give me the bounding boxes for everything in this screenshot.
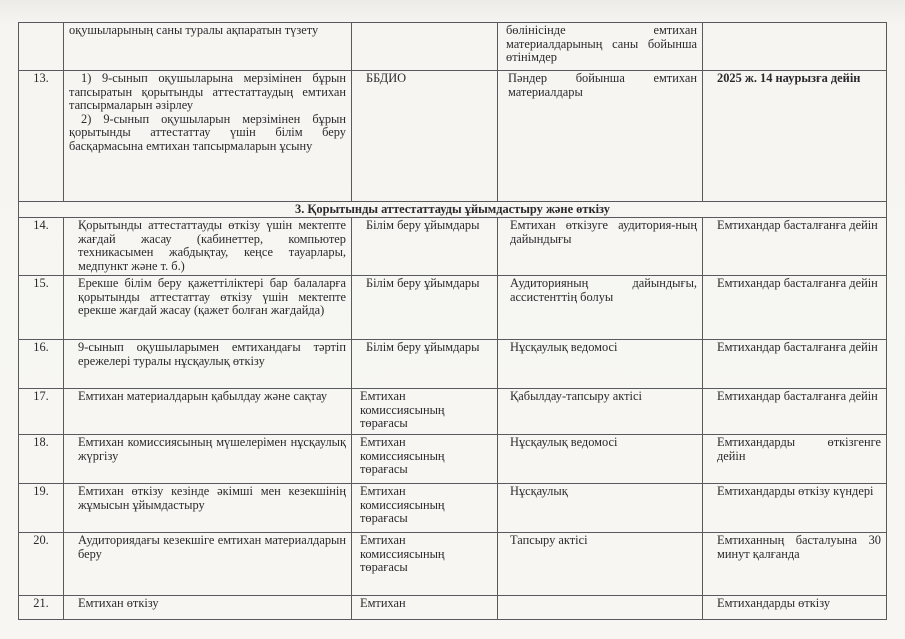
- table-row: [19, 340, 887, 389]
- date-cell: Емтихандарды өткізу күндері: [703, 484, 887, 533]
- date-cell: 2025 ж. 14 наурызға дейін: [703, 71, 887, 202]
- task-cell: Емтихан материалдарын қабылдау және сақтау: [64, 389, 352, 435]
- task-cell: Емтихан өткізу: [64, 596, 352, 620]
- table-row: [19, 533, 887, 596]
- task-cell: Аудиториядағы кезекшіге емтихан материалдарын беру: [64, 533, 352, 596]
- date-cell: Емтихандарды өткізу: [703, 596, 887, 620]
- date-cell: Емтихандар басталғанға дейін: [703, 340, 887, 389]
- responsible-cell: Емтихан комиссиясының төрағасы: [352, 389, 498, 435]
- row-number: 19.: [19, 484, 64, 533]
- form-cell: Аудиторияның дайындығы, ассистенттің болуы: [498, 276, 703, 340]
- responsible-cell: Емтихан комиссиясының төрағасы: [352, 533, 498, 596]
- date-cell: Емтихандар басталғанға дейін: [703, 218, 887, 276]
- form-cell: бөлінісінде емтихан материалдарының саны бойынша өтінімдер: [498, 23, 703, 71]
- task-cell: Ерекше білім беру қажеттіліктері бар балаларға қорытынды аттестаттау өткізу үшін мектепте ерекше жағдай жасау (қажет болған жағдайда): [64, 276, 352, 340]
- task-cell: [64, 71, 352, 202]
- form-cell: Тапсыру актісі: [498, 533, 703, 596]
- table-row: [19, 596, 887, 620]
- form-cell: Емтихан өткізуге аудитория-ның дайындығы: [498, 218, 703, 276]
- task-item-1: 1) 9-сынып оқушыларына мерзімінен бұрын тапсыратын қорытынды аттестаттаудың емтихан тапсырмаларын әзірлеу: [69, 71, 346, 113]
- row-number: 17.: [19, 389, 64, 435]
- date-cell: Емтихандар басталғанға дейін: [703, 389, 887, 435]
- table-row: [19, 71, 887, 202]
- task-cell: Емтихан комиссиясының мүшелерімен нұсқаулық жүргізу: [64, 435, 352, 484]
- task-cell: 9-сынып оқушыларымен емтихандағы тәртіп ережелері туралы нұсқаулық өткізу: [64, 340, 352, 389]
- responsible-cell: [352, 23, 498, 71]
- responsible-cell: ББДИО: [352, 71, 498, 202]
- date-cell: [703, 23, 887, 71]
- task-item-2: 2) 9-сынып оқушыларын мерзімінен бұрын қорытынды аттестаттау үшін білім беру басқармасына емтихан тапсырмаларын ұсыну: [69, 111, 346, 153]
- section-header: 3. Қорытынды аттестаттауды ұйымдастыру және өткізу: [19, 202, 887, 218]
- table-row: [19, 389, 887, 435]
- row-number: [19, 23, 64, 71]
- table-row: [19, 218, 887, 276]
- exam-plan-table: [18, 22, 887, 620]
- responsible-cell: Емтихан комиссиясының төрағасы: [352, 484, 498, 533]
- row-number: 18.: [19, 435, 64, 484]
- responsible-cell: Білім беру ұйымдары: [352, 340, 498, 389]
- row-number: 21.: [19, 596, 64, 620]
- form-cell: Нұсқаулық ведомосі: [498, 435, 703, 484]
- responsible-cell: Емтихан комиссиясының төрағасы: [352, 435, 498, 484]
- responsible-cell: Білім беру ұйымдары: [352, 276, 498, 340]
- task-cell: Қорытынды аттестаттауды өткізу үшін мектепте жағдай жасау (кабинеттер, компьютер техникасымен жабдықтау, кеңсе тауарлары, медпункт және т. б.): [64, 218, 352, 276]
- table-row: [19, 276, 887, 340]
- section-header-row: [19, 202, 887, 218]
- row-number: 20.: [19, 533, 64, 596]
- row-number: 15.: [19, 276, 64, 340]
- table-row: [19, 484, 887, 533]
- date-cell: Емтихандарды өткізгенге дейін: [703, 435, 887, 484]
- row-number: 13.: [19, 71, 64, 202]
- task-cell: оқушыларының саны туралы ақпаратын түзету: [64, 23, 352, 71]
- date-cell: Емтихандар басталғанға дейін: [703, 276, 887, 340]
- form-cell: Нұсқаулық: [498, 484, 703, 533]
- table-row: [19, 435, 887, 484]
- responsible-cell: Білім беру ұйымдары: [352, 218, 498, 276]
- responsible-cell: Емтихан: [352, 596, 498, 620]
- form-cell: Нұсқаулық ведомосі: [498, 340, 703, 389]
- form-cell: [498, 596, 703, 620]
- row-number: 16.: [19, 340, 64, 389]
- task-cell: Емтихан өткізу кезінде әкімші мен кезекшінің жұмысын ұйымдастыру: [64, 484, 352, 533]
- row-number: 14.: [19, 218, 64, 276]
- table-row: [19, 23, 887, 71]
- form-cell: Пәндер бойынша емтихан материалдары: [498, 71, 703, 202]
- form-cell: Қабылдау-тапсыру актісі: [498, 389, 703, 435]
- date-cell: Емтиханның басталуына 30 минут қалғанда: [703, 533, 887, 596]
